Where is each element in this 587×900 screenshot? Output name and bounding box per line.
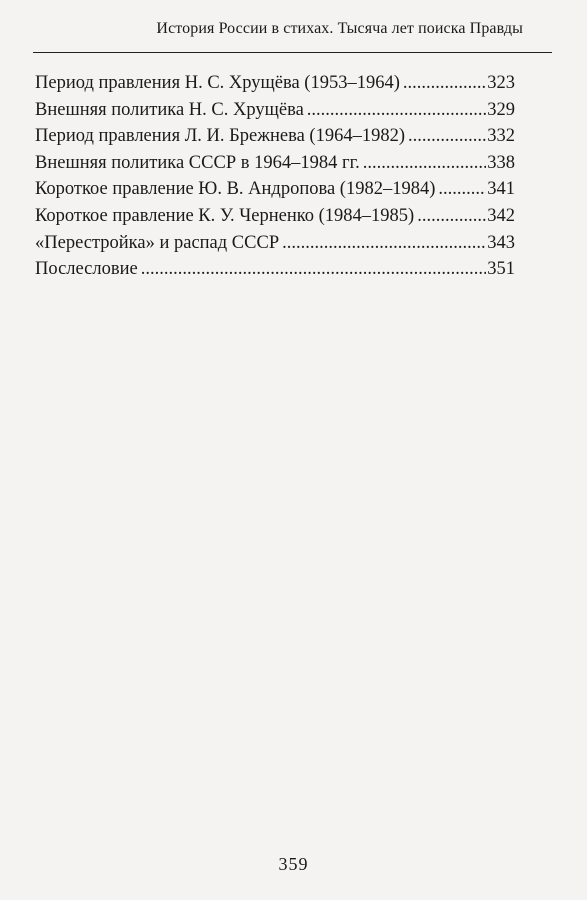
- toc-entry-page: 341: [487, 179, 515, 200]
- toc-dot-leader: [403, 70, 486, 97]
- toc-entry-title: Короткое правление К. У. Черненко (1984–1985): [35, 205, 415, 226]
- toc-entry: [35, 70, 515, 97]
- header-divider: [33, 52, 552, 53]
- table-of-contents: [35, 70, 515, 283]
- toc-entry-title: Период правления Н. С. Хрущёва (1953–1964): [35, 73, 400, 93]
- toc-entry: [35, 256, 515, 283]
- toc-entry-title: «Перестройка» и распад СССР: [35, 232, 280, 253]
- toc-dot-leader: [307, 97, 486, 124]
- toc-dot-leader: [282, 230, 486, 257]
- toc-dot-leader: [438, 176, 486, 203]
- toc-entry: [35, 123, 515, 150]
- toc-dot-leader: [408, 123, 486, 150]
- toc-entry-page: 329: [487, 99, 515, 120]
- toc-entry-page: 332: [487, 126, 515, 147]
- toc-entry-page: 351: [487, 259, 515, 280]
- toc-dot-leader: [417, 203, 486, 230]
- toc-entry-page: 338: [487, 152, 515, 173]
- toc-dot-leader: [363, 150, 487, 177]
- toc-entry: [35, 150, 515, 177]
- toc-entry: [35, 230, 515, 257]
- toc-entry: [35, 176, 515, 203]
- toc-entry-page: 343: [487, 232, 515, 253]
- toc-entry-title: Внешняя политика СССР в 1964–1984 гг.: [35, 152, 360, 173]
- toc-entry: [35, 203, 515, 230]
- toc-entry: [35, 97, 515, 124]
- running-header: История России в стихах. Тысяча лет поиска Правды: [156, 20, 523, 37]
- page-number: 359: [278, 854, 309, 874]
- toc-entry-title: Короткое правление Ю. В. Андропова (1982–1984): [35, 179, 436, 200]
- toc-entry-title: Период правления Л. И. Брежнева (1964–1982): [35, 126, 405, 147]
- toc-entry-title: Послесловие: [35, 259, 138, 280]
- toc-entry-page: 323: [487, 73, 515, 93]
- toc-entry-page: 342: [487, 205, 515, 226]
- toc-dot-leader: [141, 256, 487, 283]
- toc-entry-title: Внешняя политика Н. С. Хрущёва: [35, 99, 304, 120]
